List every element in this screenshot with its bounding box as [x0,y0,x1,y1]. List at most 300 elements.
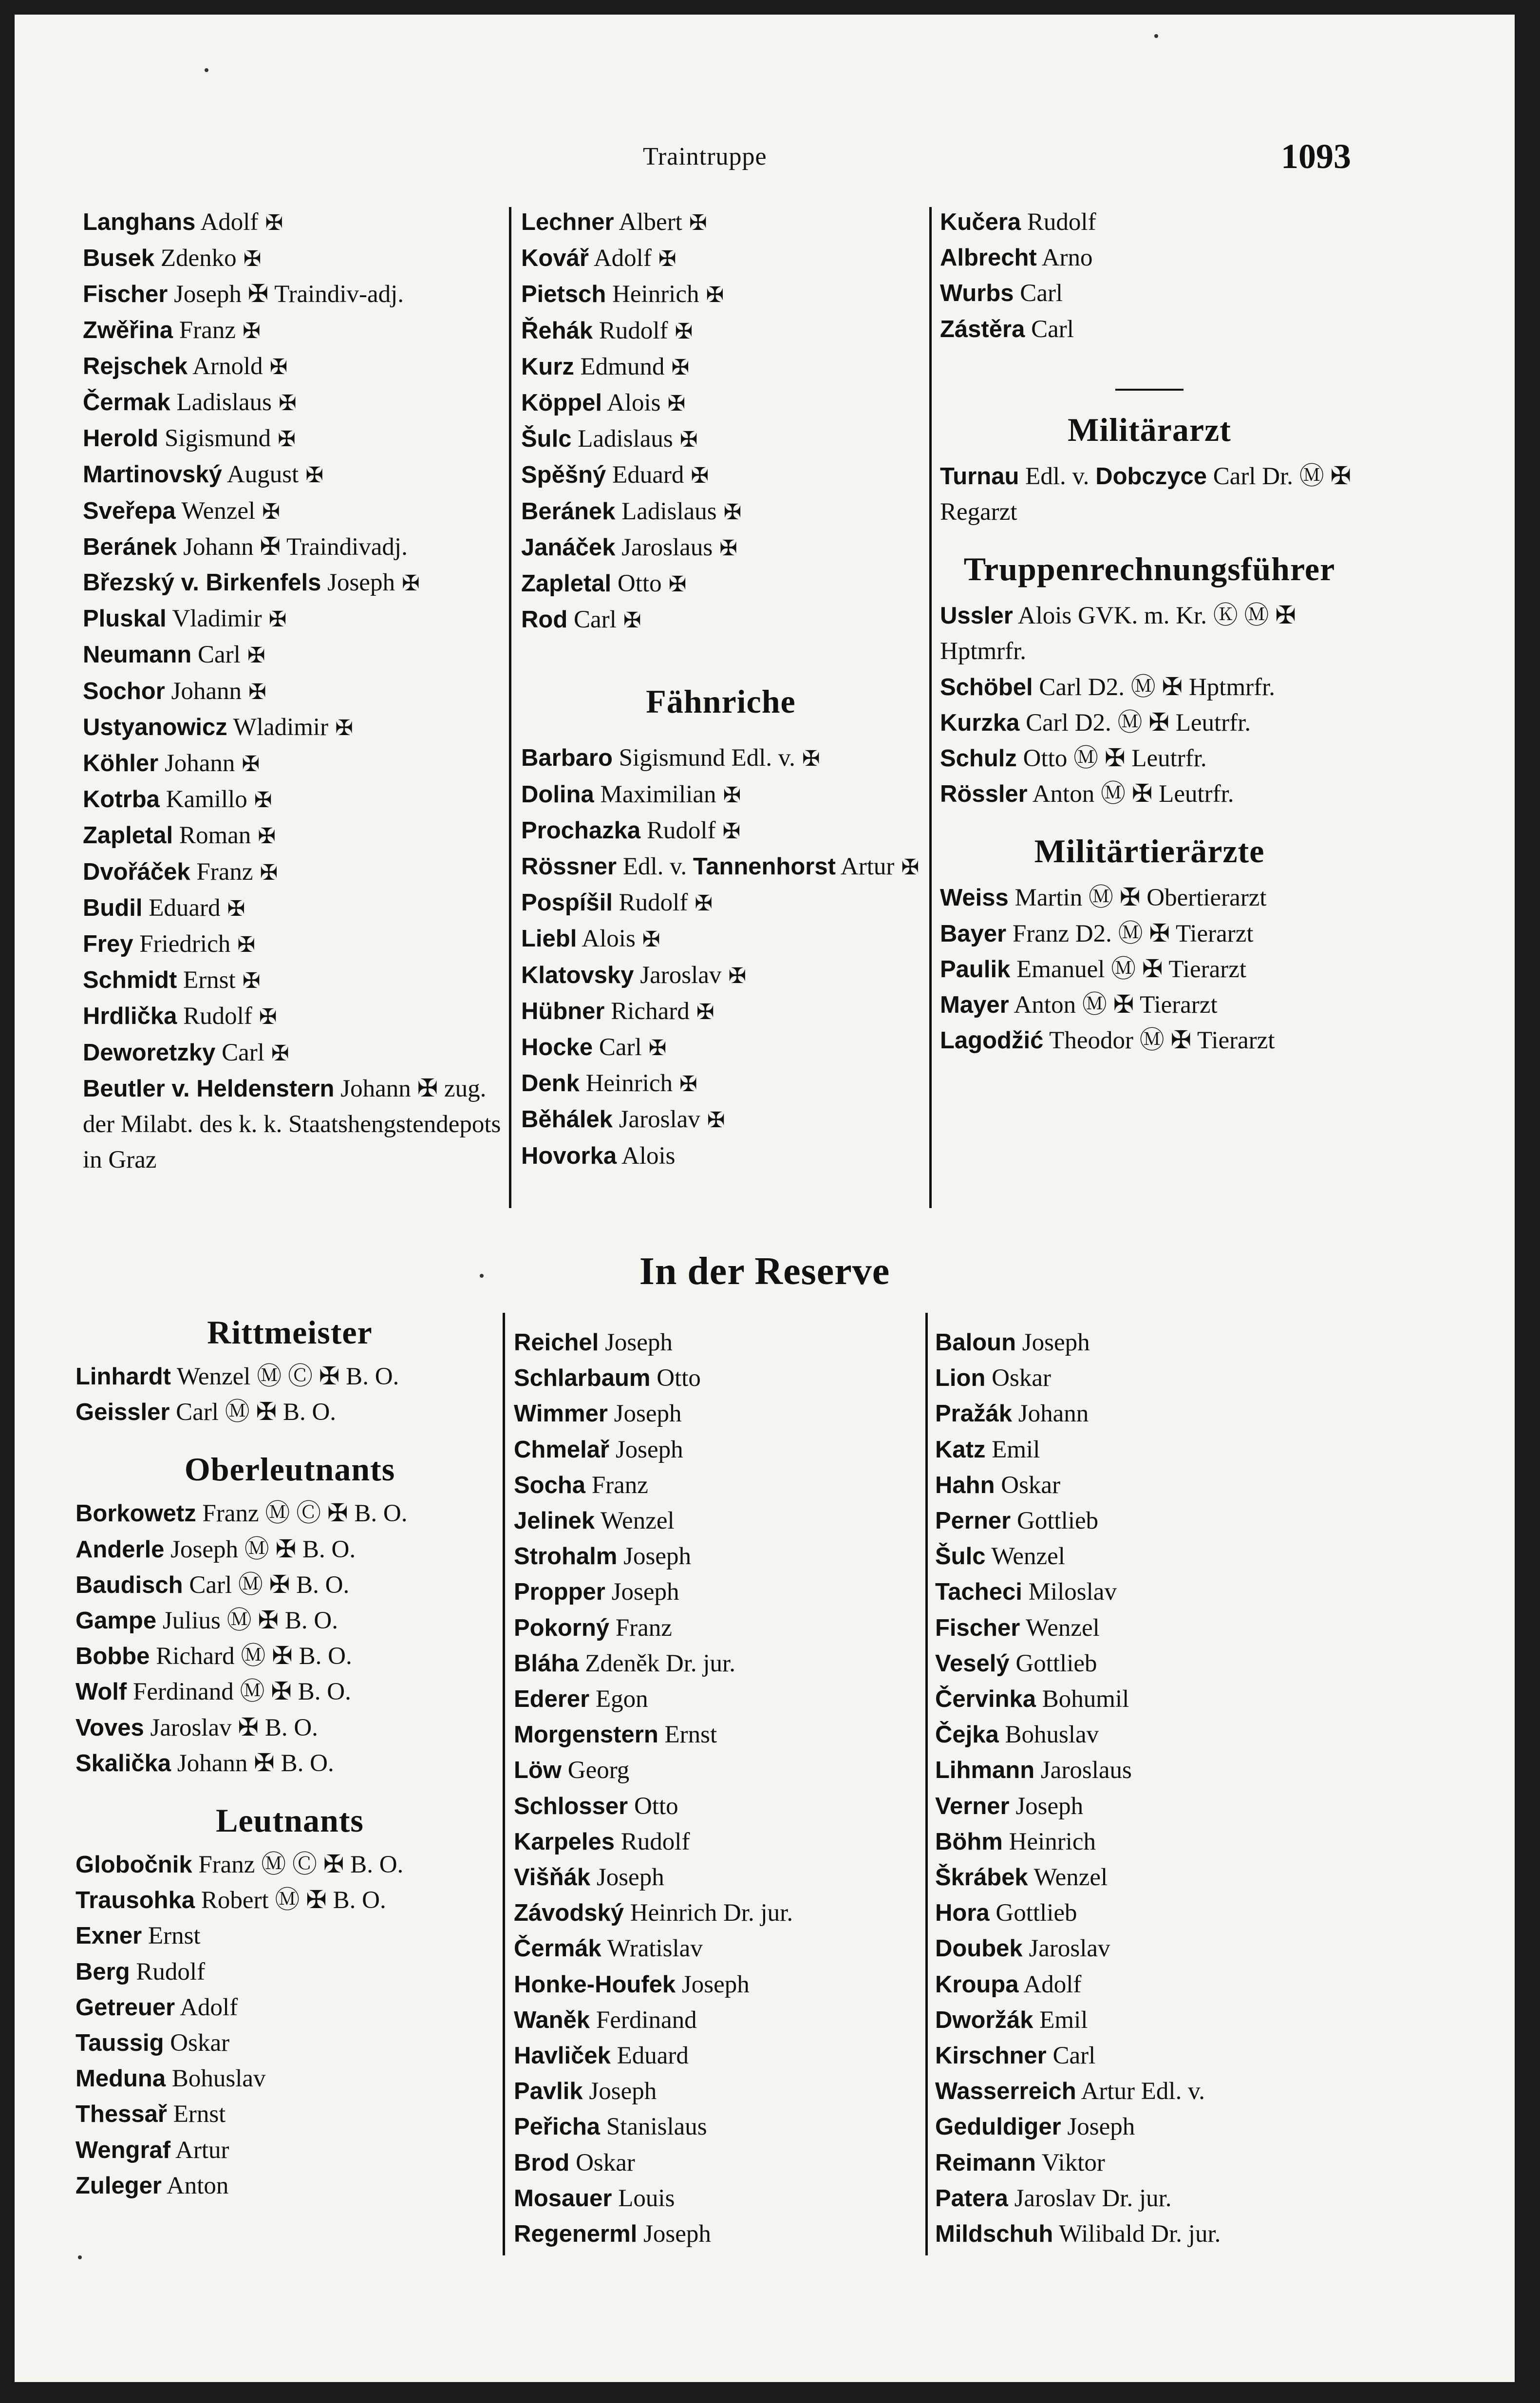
list-item [940,776,1359,812]
decoration-cross-icon: ✠ [664,355,690,380]
list-item [83,999,507,1035]
list-item [935,1432,1373,1468]
surname-predicate: Dobczyce [1095,463,1207,490]
given-name-and-rank: Adolf [175,1993,238,2021]
given-name-and-rank: August [222,461,299,489]
surname: Verner [935,1793,1010,1819]
surname: Lagodžić [940,1027,1044,1054]
surname: Zástěra [940,316,1025,342]
given-name-and-rank: Joseph [1061,2113,1135,2141]
reserve-column-3 [935,1325,1373,2252]
list-item [935,1325,1373,1361]
list-item [935,1610,1373,1646]
given-name-and-rank: Artur Edl. v. [1076,2078,1205,2105]
given-name-and-rank: Zdeněk Dr. jur. [579,1649,735,1677]
surname: Březský v. Birkenfels [83,569,321,596]
given-name-and-rank: Eduard [610,2042,689,2070]
surname: Rössner [521,853,617,880]
decoration-cross-icon: ✠ [700,1108,725,1133]
scan-speck [205,68,208,72]
surname: Dvořáček [83,858,190,885]
given-name-and-rank: Heinrich Dr. jur. [624,1899,793,1927]
surname: Běhálek [521,1106,613,1133]
given-name-and-rank: Johann ✠ Traindivadj. [177,533,408,561]
surname: Skalička [75,1750,171,1777]
scan-speck [1154,34,1158,38]
surname: Kurzka [940,709,1020,736]
list-item [521,494,920,530]
list-item [514,1610,923,1646]
given-name-and-rank: Gottlieb [989,1899,1077,1927]
list-item [514,1468,923,1503]
list-item [514,1895,923,1931]
list-item [521,885,920,921]
given-name-and-rank: Jaroslav ✠ B. O. [144,1714,318,1741]
surname: Závodský [514,1900,624,1927]
list-item [521,958,920,994]
list-item [521,1066,920,1102]
given-name-and-rank: Ernst [658,1721,717,1749]
list-item [75,1603,504,1639]
list-item [75,2097,504,2132]
list-item [940,916,1359,952]
list-item [935,1503,1373,1539]
given-name-and-rank: Wenzel [985,1543,1065,1570]
given-name-and-rank: Rudolf [593,317,668,344]
given-name-and-rank: Martin Ⓜ ✠ Obertierarzt [1008,884,1267,912]
running-header-title: Traintruppe [643,143,767,170]
surname: Bobbe [75,1643,150,1670]
decoration-cross-icon: ✠ [236,246,262,272]
given-name-and-rank: Franz [190,858,253,886]
surname: Meduna [75,2065,166,2092]
surname: Peřicha [514,2114,601,2140]
surname: Jelinek [514,1508,595,1534]
given-name-and-rank: Joseph Ⓜ ✠ B. O. [164,1535,356,1563]
surname: Köppel [521,390,602,416]
given-name-and-rank: Emil [1033,2006,1088,2034]
surname: Globočnik [75,1852,192,1878]
surname: Rössler [940,781,1028,808]
surname: Frey [83,931,133,958]
list-item [935,1646,1373,1682]
decoration-cross-icon: ✠ [255,499,281,524]
given-name-and-rank: Wratislav [601,1935,703,1963]
given-name-and-rank: Stanislaus [600,2113,707,2141]
surname: Trausohka [75,1887,195,1914]
list-item [75,1710,504,1746]
surname: Schlosser [514,1793,628,1819]
given-name-and-rank: Ernst [167,2100,226,2128]
surname: Zuleger [75,2172,162,2199]
surname: Pluskal [83,605,167,632]
list-item [75,2025,504,2061]
list-rittmeister [75,1359,504,1430]
surname: Perner [935,1508,1011,1534]
list-item [75,1639,504,1674]
given-name-and-rank: Edl. v. [617,853,693,881]
list-item [521,602,920,638]
given-name-and-rank: Joseph [599,1329,673,1356]
surname: Katz [935,1436,986,1463]
list-item [83,457,507,493]
heading-rittmeister: Rittmeister [207,1314,373,1351]
list-item [940,670,1359,705]
surname: Neumann [83,642,192,668]
list-item [521,385,920,421]
decoration-cross-icon: ✠ [251,824,276,849]
given-name-and-rank: Adolf [1018,1970,1082,1998]
list-item [935,2181,1373,2216]
surname: Reimann [935,2149,1036,2176]
given-name-and-rank: Gottlieb [1011,1507,1099,1535]
given-name-and-rank: Oskar [569,2149,635,2176]
given-name-and-rank: Artur [835,853,895,881]
list-item [514,1931,923,1967]
given-name-and-rank: Alois GVK. m. Kr. Ⓚ Ⓜ ✠ Hptmrfr. [940,602,1296,665]
list-item [75,1990,504,2025]
list-item [521,1138,920,1174]
list-item [521,277,920,313]
list-militaertieraerzte [940,880,1359,1059]
surname: Fischer [83,281,168,308]
decoration-cross-icon: ✠ [684,463,709,489]
list-item [935,1753,1373,1788]
given-name-and-rank: Wilibald Dr. jur. [1053,2220,1221,2248]
list-item [521,241,920,277]
given-name-and-rank: Joseph [617,1543,691,1570]
given-name-and-rank: Otto [650,1364,701,1392]
heading-faehnriche: Fähnriche [646,683,796,720]
list-item [75,2133,504,2168]
given-name-and-rank: Albert [614,208,682,236]
decoration-cross-icon: ✠ [236,318,261,343]
list-item [521,566,920,602]
given-name-and-rank: Alois [577,925,636,953]
list-item [514,1503,923,1539]
surname: Zapletal [521,570,612,597]
given-name-and-rank: Franz Ⓜ Ⓒ ✠ B. O. [192,1851,404,1879]
column-divider [503,1313,505,2255]
surname: Čejka [935,1722,999,1748]
surname: Kurz [521,353,574,380]
surname: Turnau [940,463,1019,490]
list-item [83,601,507,637]
surname: Liebl [521,926,577,952]
surname: Voves [75,1714,144,1741]
given-name-and-rank: Wenzel [595,1507,675,1535]
given-name-and-rank: Rudolf [130,1958,206,1986]
list-item [940,205,1359,240]
list-item [935,1717,1373,1753]
list-item [940,276,1359,311]
list-item [75,1359,504,1395]
given-name-and-rank: Joseph [609,1436,683,1463]
given-name-and-rank: Anton Ⓜ ✠ Tierarzt [1009,991,1218,1019]
heading-leutnants: Leutnants [216,1802,364,1839]
decoration-cross-icon: ✠ [253,860,278,885]
given-name-and-rank: Johann ✠ B. O. [171,1749,334,1777]
list-item [940,741,1359,776]
surname: Hovorka [521,1142,617,1169]
given-name-and-rank: Franz [173,316,236,344]
surname: Schmidt [83,967,177,994]
list-item [521,349,920,385]
list-item [514,1432,923,1468]
surname: Řehák [521,317,593,344]
given-name-and-rank: Johann [1012,1400,1089,1428]
list-item [521,1102,920,1138]
given-name-and-rank: Bohuslav [998,1721,1099,1749]
decoration-cross-icon: ✠ [894,855,920,880]
given-name-and-rank: Otto Ⓜ ✠ Leutrfr. [1016,745,1207,773]
surname: Havliček [514,2043,611,2069]
list-item [514,1396,923,1432]
given-name-and-rank: Franz D2. Ⓜ ✠ Tierarzt [1006,920,1254,947]
list-item [521,777,920,813]
given-name-and-rank: Joseph [637,2220,711,2248]
list-item [935,2038,1373,2074]
decoration-cross-icon: ✠ [660,391,686,416]
surname: Červinka [935,1686,1036,1713]
list-item [940,459,1359,530]
list-item [514,1860,923,1895]
given-name-and-rank: Carl [215,1039,264,1066]
surname: Weiss [940,885,1009,911]
surname: Lion [935,1365,986,1392]
surname: Hrdlička [83,1003,177,1030]
given-name-and-rank: Carl [1025,315,1074,343]
list-item [83,890,507,927]
list-item [940,240,1359,276]
decoration-cross-icon: ✠ [716,782,741,808]
given-name-and-rank: Emil [985,1436,1040,1463]
heading-truppenrechnungsfuehrer: Truppenrechnungsführer [963,550,1335,588]
list-item [514,2145,923,2181]
list-item [514,2038,923,2074]
heading-militaertieraerzte: Militärtierärzte [1034,833,1265,870]
surname: Wasserreich [935,2078,1076,2105]
decoration-cross-icon: ✠ [616,608,641,633]
list-militaerarzt [940,459,1359,530]
list-item [83,963,507,999]
given-name-and-rank: Ladislaus [170,389,272,416]
surname: Hora [935,1900,990,1927]
surname: Spěšný [521,462,606,489]
surname: Klatovsky [521,962,634,988]
given-name-and-rank: Anton [161,2172,229,2199]
surname: Baudisch [75,1571,183,1598]
top-column-1 [83,205,507,1178]
given-name-and-rank: Joseph [321,569,395,597]
list-item [83,313,507,349]
given-name-and-rank: Carl [567,606,617,634]
surname: Hahn [935,1472,995,1498]
list-leutnants [75,1847,504,2204]
surname: Taussig [75,2030,164,2057]
given-name-and-rank: Jaroslav [612,1106,700,1134]
list-item [935,2109,1373,2145]
list-item [83,1035,507,1071]
surname: Ederer [514,1686,590,1713]
surname: Zapletal [83,822,173,849]
list-item [514,2109,923,2145]
heading-in-der-reserve: In der Reserve [639,1250,890,1293]
given-name-and-rank: Johann [158,750,235,777]
given-name-and-rank: Carl Ⓜ ✠ B. O. [183,1571,350,1599]
surname: Geissler [75,1399,170,1426]
page [15,15,1515,2382]
list-item [521,813,920,849]
surname: Waněk [514,2006,590,2033]
surname: Pospíšil [521,889,613,916]
reserve-column-1 [75,1313,504,2204]
list-item [935,2145,1373,2181]
decoration-cross-icon: ✠ [795,746,820,772]
list-item [83,349,507,385]
list-truppenrechnungsfuehrer [940,598,1359,812]
list-item [83,818,507,854]
surname: Denk [521,1070,580,1097]
decoration-cross-icon: ✠ [262,607,287,632]
given-name-and-rank: Joseph [605,1578,679,1606]
surname-predicate: Tannenhorst [693,853,836,880]
surname: Geduldiger [935,2114,1061,2140]
surname: Regenerml [514,2221,638,2248]
list-item [514,1325,923,1361]
given-name-and-rank: Carl [1046,2042,1096,2070]
scan-speck [480,1274,484,1278]
list-item [514,1967,923,2003]
list-item [75,2168,504,2204]
surname: Thessař [75,2101,167,2128]
list-item [75,1847,504,1883]
surname: Prochazka [521,817,641,844]
surname: Hocke [521,1034,593,1061]
column-divider [509,207,511,1208]
given-name-and-rank: Robert Ⓜ ✠ B. O. [195,1887,386,1914]
surname: Anderle [75,1536,165,1563]
list-item [75,1883,504,1918]
given-name-and-rank: Johann ✠ zug. der Milabt. des k. k. Staatshengstendepots in Graz [83,1075,501,1174]
list-item [940,987,1359,1023]
given-name-and-rank: Richard [604,997,690,1025]
list-item [521,457,920,493]
page-number: 1093 [1281,137,1351,176]
given-name-and-rank: Oskar [985,1364,1051,1392]
list-item [514,1717,923,1753]
given-name-and-rank: Carl Dr. Ⓜ ✠ Regarzt [940,462,1352,526]
list-item [935,1682,1373,1717]
surname: Albrecht [940,245,1037,271]
given-name-and-rank: Ernst [142,1922,201,1950]
given-name-and-rank: Roman [173,822,251,850]
given-name-and-rank: Anton Ⓜ ✠ Leutrfr. [1027,780,1234,808]
given-name-and-rank: Adolf [195,208,259,236]
list-item [75,1918,504,1954]
given-name-and-rank: Alois [617,1142,676,1170]
list-item [83,493,507,530]
heading-militaerarzt: Militärarzt [1068,411,1231,448]
surname: Reichel [514,1329,599,1356]
surname: Schulz [940,745,1017,772]
surname: Kirschner [935,2043,1047,2069]
surname: Rod [521,606,568,633]
list-item [935,1468,1373,1503]
list-item [935,2074,1373,2109]
list-item [75,2061,504,2097]
given-name-and-rank: Joseph [590,1864,664,1892]
given-name-and-rank: Adolf [588,245,652,272]
decoration-cross-icon: ✠ [661,572,687,597]
decoration-cross-icon: ✠ [271,427,296,452]
given-name-and-rank: Ernst [177,966,236,994]
list-item [83,205,507,241]
surname: Beránek [83,533,177,560]
list-item [521,530,920,566]
surname: Socha [514,1472,586,1498]
list-item [514,1646,923,1682]
decoration-cross-icon: ✠ [242,679,266,704]
surname: Hübner [521,998,605,1024]
surname: Herold [83,425,159,452]
given-name-and-rank: Theodor Ⓜ ✠ Tierarzt [1043,1027,1275,1055]
surname: Višňák [514,1864,591,1891]
list-item [75,1674,504,1710]
surname: Honke-Houfek [514,1971,676,1998]
surname: Sochor [83,678,165,704]
list-item [940,312,1359,347]
surname: Propper [514,1579,605,1606]
decoration-cross-icon: ✠ [688,891,713,916]
surname: Kovář [521,245,589,272]
list-item [83,565,507,601]
list-item [935,1361,1373,1396]
given-name-and-rank: Carl [1014,280,1063,307]
list-faehnriche [521,740,920,1173]
surname: Rejschek [83,353,188,379]
list-oberleutnants [75,1496,504,1781]
column-divider [925,1313,928,2255]
list-item [521,921,920,957]
surname: Böhm [935,1828,1003,1855]
list-item [514,1824,923,1860]
list-item [83,277,507,312]
given-name-and-rank: Jaroslav [1022,1935,1110,1963]
list-item [940,705,1359,741]
given-name-and-rank: Rudolf [640,816,716,844]
list-item [75,1954,504,1990]
surname: Doubek [935,1935,1023,1962]
given-name-and-rank: Carl D2. Ⓜ ✠ Hptmrfr. [1033,673,1276,701]
given-name-and-rank: Arnold [188,352,263,380]
list-item [83,1071,507,1178]
decoration-cross-icon: ✠ [235,752,260,777]
given-name-and-rank: Rudolf [615,1828,690,1855]
given-name-and-rank: Wladimir [227,713,329,741]
given-name-and-rank: Arno [1036,244,1093,272]
given-name-and-rank: Julius Ⓜ ✠ B. O. [156,1607,338,1635]
list-item [940,952,1359,987]
given-name-and-rank: Jaroslaus [615,533,713,561]
given-name-and-rank: Heinrich [606,281,699,308]
list-item [940,880,1359,916]
list-item [514,1789,923,1824]
given-name-and-rank: Franz [609,1614,672,1642]
decoration-cross-icon: ✠ [252,1004,277,1030]
given-name-and-rank: Alois [602,389,661,417]
given-name-and-rank: Franz [585,1471,648,1499]
